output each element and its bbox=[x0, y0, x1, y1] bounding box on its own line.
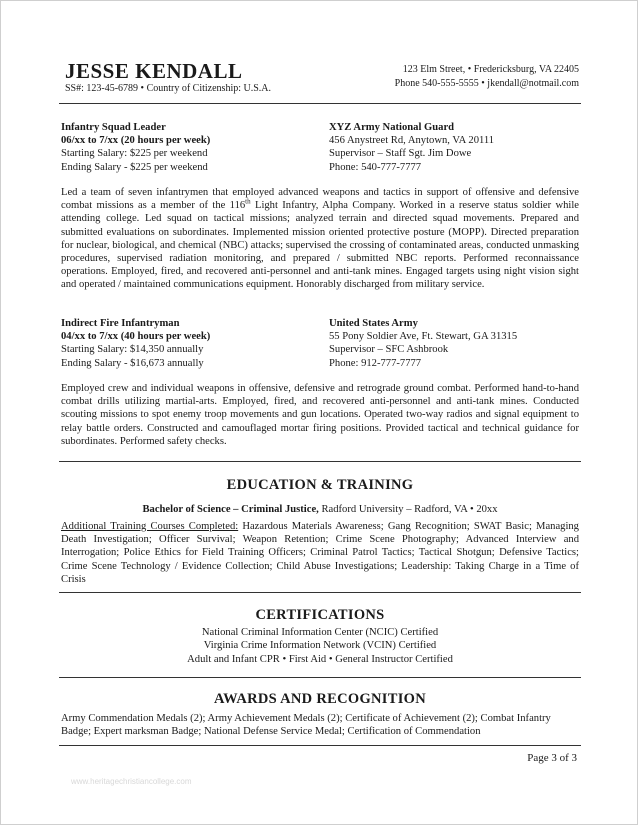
desc-part: Light Infantry, Alpha Company. Worked in a reserve status soldier while attending college. Led squad on tactical missions; analyzed terrain and directed squad movements. Prepared and submitted evaluations on subordinates. Implemented mission oriented protective posture (MOPP). Directed preparation for nuclear, biological, and chemical (NBC) attacks; supervised the crossing of contaminated areas, conducted unmasking procedures, supervised radiation monitoring, and prepared / submitted NBC reports. Performed reconnaissance operations. Employed, fired, and recovered anti-personnel and anti-tank mines. Engaged targets using night vision sight and operated / maintained communications equipment. Honorably discharged from military service. bbox=[61, 200, 579, 291]
job-hours: 04/xx to 7/xx (40 hours per week) bbox=[61, 331, 211, 343]
ssn-citizenship: SS#: 123-45-6789 • Country of Citizenship: U.S.A. bbox=[65, 83, 272, 94]
degree: Bachelor of Science – Criminal Justice, bbox=[142, 504, 319, 515]
desc-part: Led a team of seven infantrymen that employed advanced weapons and tactics in support of offensive and defensive combat missions as a member of the 116 bbox=[61, 187, 579, 212]
section-divider bbox=[59, 461, 581, 462]
start-salary: Starting Salary: $225 per weekend bbox=[61, 148, 208, 160]
job-entry-2 bbox=[61, 317, 579, 373]
employer-address: 55 Pony Soldier Ave, Ft. Stewart, GA 31315 bbox=[329, 331, 518, 343]
job-title: Indirect Fire Infantryman bbox=[61, 318, 180, 329]
employer-address: 456 Anystreet Rd, Anytown, VA 20111 bbox=[329, 135, 495, 147]
job-2-description: Employed crew and individual weapons in offensive, defensive and retrograde ground combat. Performed hand-to-hand combat drills utilizing martial-arts. Employed, fired, and recovered anti-personnel and anti-tank mines. Conducted scouting missions to spot enemy troop movements and gun locations. Operated two-way radios and signal equipment to relay battle orders. Constructed and camouflaged mortar firing positions. Provided tactical and technical guidance for subordinates. Performed safety checks. bbox=[61, 383, 579, 447]
header-divider bbox=[59, 103, 581, 104]
awards-heading: AWARDS AND RECOGNITION bbox=[213, 691, 427, 707]
job-1-details bbox=[61, 121, 321, 174]
job-1-description bbox=[61, 186, 579, 292]
section-divider bbox=[59, 745, 581, 746]
certification-item: Virginia Crime Information Network (VCIN) Certified bbox=[203, 640, 437, 652]
courses-list: Hazardous Materials Awareness; Gang Recognition; SWAT Basic; Managing Death Investigation; Officer Survival; Weapon Retention; Crime Scene Photography; Advanced Interview and Interrogation; Police Ethics for Field Training Officers; Criminal Patrol Tactics; Tactical Shotgun; Defensive Tactics; Crime Scene Technology / Evidence Collection; Child Abuse Investigations; Leadership: Taking Charge in a Time of Crisis bbox=[61, 521, 579, 585]
job-1-employer bbox=[329, 121, 579, 174]
awards-text: Army Commendation Medals (2); Army Achievement Medals (2); Certificate of Achievement (2); Combat Infantry Badge; Expert marksman Badge; National Defense Service Medal; Certification of Commendation bbox=[61, 713, 551, 738]
supervisor: Supervisor – SFC Ashbrook bbox=[329, 344, 449, 356]
phone-email-line: Phone 540-555-5555 • jkendall@notmail.com bbox=[394, 78, 579, 89]
end-salary: Ending Salary - $225 per weekend bbox=[61, 161, 208, 173]
employer-phone: Phone: 540-777-7777 bbox=[329, 161, 422, 173]
job-hours: 06/xx to 7/xx (20 hours per week) bbox=[61, 135, 211, 147]
school: Radford University – Radford, VA • 20xx bbox=[318, 504, 498, 515]
degree-line bbox=[59, 503, 581, 516]
certifications-heading: CERTIFICATIONS bbox=[255, 607, 385, 623]
education-heading: EDUCATION & TRAINING bbox=[226, 477, 414, 493]
start-salary: Starting Salary: $14,350 annually bbox=[61, 344, 204, 356]
training-courses bbox=[61, 520, 579, 586]
watermark-text: www.heritagechristiancollege.com bbox=[71, 777, 192, 786]
certification-item: National Criminal Information Center (NCIC) Certified bbox=[201, 627, 439, 638]
job-2-details bbox=[61, 317, 321, 370]
section-divider bbox=[59, 592, 581, 593]
end-salary: Ending Salary - $16,673 annually bbox=[61, 357, 204, 369]
page-number: Page 3 of 3 bbox=[527, 752, 577, 764]
resume-header bbox=[65, 59, 579, 99]
courses-label: Additional Training Courses Completed: bbox=[61, 521, 239, 532]
employer-name: XYZ Army National Guard bbox=[329, 122, 455, 133]
contact-info bbox=[395, 63, 579, 91]
employer-name: United States Army bbox=[329, 318, 418, 329]
certifications-list bbox=[59, 626, 581, 666]
job-2-employer bbox=[329, 317, 579, 370]
supervisor: Supervisor – Staff Sgt. Jim Dowe bbox=[329, 148, 472, 160]
certification-item: Adult and Infant CPR • First Aid • General Instructor Certified bbox=[187, 653, 453, 665]
candidate-name: JESSE KENDALL bbox=[65, 59, 243, 83]
job-title: Infantry Squad Leader bbox=[61, 122, 166, 133]
job-entry-1 bbox=[61, 121, 579, 177]
section-divider bbox=[59, 677, 581, 678]
desc-superscript: th bbox=[245, 197, 251, 206]
employer-phone: Phone: 912-777-7777 bbox=[329, 357, 422, 369]
address-line: 123 Elm Street, • Fredericksburg, VA 22405 bbox=[402, 64, 579, 75]
